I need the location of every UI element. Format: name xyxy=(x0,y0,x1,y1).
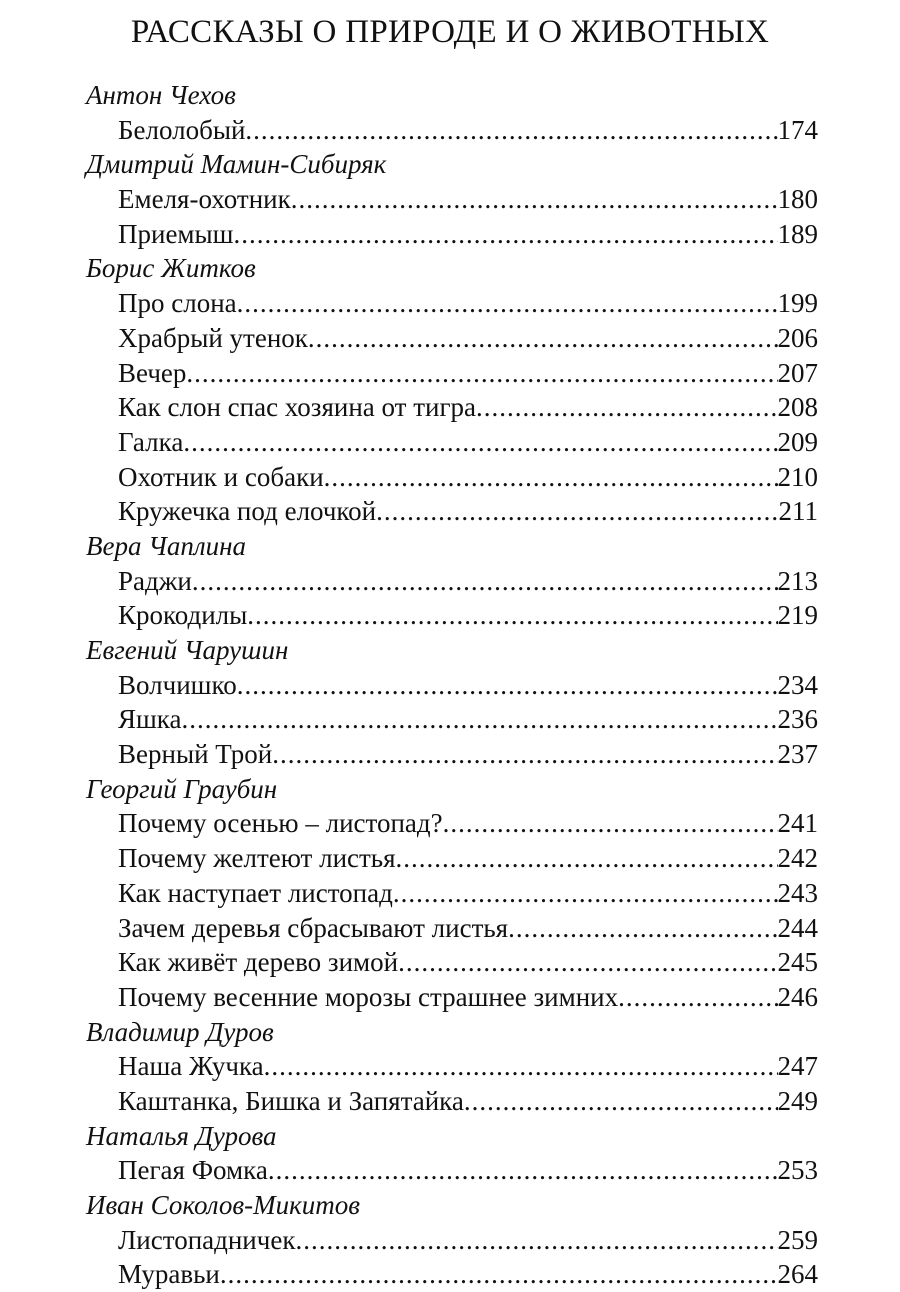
page-number: 199 xyxy=(777,288,818,319)
story-title: Листопадничек xyxy=(118,1224,296,1255)
dot-leader xyxy=(508,911,777,946)
dot-leader xyxy=(264,1049,778,1084)
story-title: Волчишко xyxy=(118,669,237,700)
dot-leader xyxy=(396,841,778,876)
page-number: 259 xyxy=(777,1224,818,1255)
page-number: 174 xyxy=(777,114,818,145)
page-number: 245 xyxy=(777,947,818,978)
dot-leader xyxy=(291,182,778,217)
story-title: Как живёт дерево зимой xyxy=(118,947,399,978)
page-number: 249 xyxy=(777,1085,818,1116)
dot-leader xyxy=(464,1084,778,1119)
dot-leader xyxy=(324,460,778,495)
page-number: 210 xyxy=(777,461,818,492)
story-title: Храбрый утенок xyxy=(118,322,308,353)
page-number: 247 xyxy=(777,1051,818,1082)
toc-entry xyxy=(86,668,818,703)
story-title: Почему желтеют листья xyxy=(118,843,396,874)
story-title: Приемыш xyxy=(118,218,234,249)
author-name: Владимир Дуров xyxy=(86,1016,274,1047)
page-number: 241 xyxy=(777,808,818,839)
author-name: Антон Чехов xyxy=(86,80,236,110)
story-title: Наша Жучка xyxy=(118,1051,264,1082)
toc-entry xyxy=(86,460,818,495)
toc-entry xyxy=(86,425,818,460)
dot-leader xyxy=(237,286,778,321)
page-number: 209 xyxy=(777,426,818,457)
toc-entry xyxy=(86,841,818,876)
story-title: Про слона xyxy=(118,288,237,319)
toc-entry xyxy=(86,1257,818,1292)
story-title: Емеля-охотник xyxy=(118,184,291,215)
story-title: Галка xyxy=(118,426,184,457)
story-title: Почему осенью – листопад? xyxy=(118,808,443,839)
story-title: Каштанка, Бишка и Запятайка xyxy=(118,1085,464,1116)
story-title: Почему весенние морозы страшнее зимних xyxy=(118,981,619,1012)
page-number: 242 xyxy=(777,843,818,874)
dot-leader xyxy=(237,668,778,703)
toc-entry xyxy=(86,876,818,911)
page-number: 243 xyxy=(777,877,818,908)
toc-entry xyxy=(86,1223,818,1258)
toc-entry xyxy=(86,286,818,321)
dot-leader xyxy=(398,945,777,980)
story-title: Муравьи xyxy=(118,1259,220,1290)
page-number: 244 xyxy=(777,912,818,943)
toc-entry xyxy=(86,564,818,599)
author-name: Дмитрий Мамин-Сибиряк xyxy=(86,149,387,180)
story-title: Зачем деревья сбрасывают листья xyxy=(118,912,509,943)
story-title: Раджи xyxy=(118,565,192,596)
page-number: 246 xyxy=(777,981,818,1012)
page-number: 180 xyxy=(777,184,818,215)
page-number: 207 xyxy=(777,357,818,388)
dot-leader xyxy=(393,876,778,911)
toc-entry xyxy=(86,321,818,356)
toc-entry xyxy=(86,911,818,946)
toc-entry xyxy=(86,702,818,737)
story-title: Пегая Фомка xyxy=(118,1155,268,1186)
toc-entry xyxy=(86,356,818,391)
page-number: 213 xyxy=(777,565,818,596)
dot-leader xyxy=(233,217,777,252)
story-title: Верный Трой xyxy=(118,739,273,770)
story-title: Кружечка под елочкой xyxy=(118,496,377,527)
toc-entry xyxy=(86,1049,818,1084)
page-number: 237 xyxy=(777,739,818,770)
table-of-contents xyxy=(86,78,818,1292)
page-number: 234 xyxy=(777,669,818,700)
dot-leader xyxy=(247,598,777,633)
dot-leader xyxy=(245,113,777,148)
author-name: Евгений Чарушин xyxy=(86,635,289,665)
toc-entry xyxy=(86,113,818,148)
page-number: 236 xyxy=(777,704,818,735)
page-number: 264 xyxy=(777,1259,818,1290)
story-title: Яшка xyxy=(118,704,182,735)
page-number: 208 xyxy=(777,392,818,423)
page-title: РАССКАЗЫ О ПРИРОДЕ И О ЖИВОТНЫХ xyxy=(130,14,770,50)
dot-leader xyxy=(183,425,777,460)
dot-leader xyxy=(220,1257,778,1292)
page-number: 219 xyxy=(777,600,818,631)
page-number: 206 xyxy=(777,322,818,353)
dot-leader xyxy=(476,390,777,425)
dot-leader xyxy=(376,494,778,529)
author-name: Георгий Граубин xyxy=(86,773,278,804)
story-title: Крокодилы xyxy=(118,600,248,631)
dot-leader xyxy=(443,806,778,841)
dot-leader xyxy=(295,1223,777,1258)
toc-entry xyxy=(86,737,818,772)
author-name: Борис Житков xyxy=(86,253,256,284)
toc-entry xyxy=(86,390,818,425)
toc-entry xyxy=(86,182,818,217)
toc-entry xyxy=(86,598,818,633)
toc-entry xyxy=(86,806,818,841)
toc-entry xyxy=(86,1084,818,1119)
page-number: 189 xyxy=(777,218,818,249)
dot-leader xyxy=(272,737,777,772)
story-title: Охотник и собаки xyxy=(118,461,324,492)
dot-leader xyxy=(186,356,777,391)
dot-leader xyxy=(192,564,778,599)
story-title: Как наступает листопад xyxy=(118,877,393,908)
toc-entry xyxy=(86,945,818,980)
page-number: 253 xyxy=(777,1155,818,1186)
author-name: Иван Соколов-Микитов xyxy=(86,1190,360,1220)
dot-leader xyxy=(618,980,777,1015)
page-number: 211 xyxy=(778,496,818,527)
story-title: Белолобый xyxy=(118,114,246,145)
toc-entry xyxy=(86,980,818,1015)
author-name: Наталья Дурова xyxy=(86,1120,277,1151)
toc-entry xyxy=(86,217,818,252)
story-title: Как слон спас хозяина от тигра xyxy=(118,392,477,423)
toc-entry xyxy=(86,1153,818,1188)
story-title: Вечер xyxy=(118,357,187,388)
dot-leader xyxy=(182,702,778,737)
dot-leader xyxy=(268,1153,778,1188)
dot-leader xyxy=(308,321,778,356)
author-name: Вера Чаплина xyxy=(86,530,246,561)
toc-entry xyxy=(86,494,818,529)
